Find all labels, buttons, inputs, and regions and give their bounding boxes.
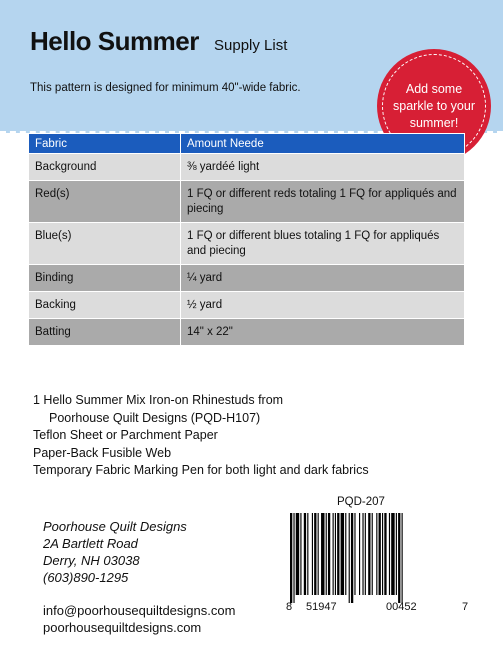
table-header-row [29,134,465,154]
supply-item: Paper-Back Fusible Web [33,445,172,460]
barcode-bar [335,513,336,595]
barcode-bar [293,513,294,603]
barcode-bar [354,513,355,595]
barcode-bar [391,513,394,595]
barcode-bar [359,513,360,595]
table-row [29,181,465,223]
fabric-cell: Red(s) [29,181,181,223]
badge-text: Add some sparkle to your summer! [393,81,475,130]
contact-info [43,602,235,636]
barcode-bar [382,513,383,595]
barcode-digit-right: 7 [462,601,469,613]
barcode-bar [304,513,306,595]
amount-cell: ⅜ yardéé light [181,154,465,181]
amount-cell: 14" x 22" [181,319,465,346]
company-street: 2A Bartlett Road [43,536,138,551]
barcode-bar [333,513,334,595]
barcode-digit-group-1: 51947 [306,601,337,613]
barcode-bar [318,513,319,595]
table-row [29,223,465,265]
product-code: PQD-207 [337,496,385,508]
company-city: Derry, NH 03038 [43,553,140,568]
column-header-amount: Amount Neede [181,134,465,154]
barcode-bar [379,513,381,595]
website-link[interactable]: poorhousequiltdesigns.com [43,620,202,635]
barcode-bar [296,513,299,595]
barcode-bar [290,513,292,603]
fabric-cell: Batting [29,319,181,346]
barcode-bar [384,513,386,595]
barcode-bar [389,513,390,595]
barcode-bar [368,513,370,595]
fabric-table [28,133,465,346]
barcode-bar [345,513,346,595]
barcode-bar [328,513,330,595]
page-title: Hello Summer [30,26,199,56]
amount-cell: 1 FQ or different reds totaling 1 FQ for appliqués and piecing [181,181,465,223]
barcode-bar [307,513,308,595]
company-address [43,518,187,586]
barcode-image [290,513,466,603]
barcode-bar [402,513,403,603]
table-row [29,319,465,346]
supply-item: 1 Hello Summer Mix Iron-on Rhinestuds from [33,393,284,407]
supply-item: Teflon Sheet or Parchment Paper [33,428,218,442]
page-subtitle: Supply List [214,37,288,54]
barcode-bar [312,513,313,595]
fabric-cell: Blue(s) [29,223,181,265]
amount-cell: ¼ yard [181,265,465,292]
fabric-cell: Backing [29,292,181,319]
barcode-bar [321,513,324,595]
barcode-bar [396,513,397,595]
table-row [29,265,465,292]
email-link[interactable]: info@poorhousequiltdesigns.com [43,603,236,618]
company-name: Poorhouse Quilt Designs [43,519,187,534]
barcode-bar [372,513,373,595]
barcode-bar [314,513,316,595]
barcode-bar [341,513,344,595]
column-header-fabric: Fabric [29,134,181,154]
barcode-bar [376,513,377,595]
barcode-bar [326,513,327,595]
barcode-bar [300,513,301,595]
fabric-cell: Background [29,154,181,181]
barcode-bar [365,513,366,595]
barcode-bar [351,513,353,603]
additional-supplies [33,392,369,480]
table-row [29,292,465,319]
barcode-digit-left: 8 [286,601,293,613]
barcode-bar [362,513,363,595]
barcode-bar [349,513,350,603]
barcode-bar [398,513,400,603]
intro-text: This pattern is designed for minimum 40"-wide fabric. [30,82,301,94]
barcode-bar [337,513,339,595]
company-phone: (603)890-1295 [43,570,129,585]
table-row [29,154,465,181]
amount-cell: ½ yard [181,292,465,319]
supply-item: Temporary Fabric Marking Pen for both light and dark fabrics [33,463,369,477]
barcode-digit-group-2: 00452 [386,601,417,613]
supply-item-continued: Poorhouse Quilt Designs (PQD-H107) [49,410,261,425]
amount-cell: 1 FQ or different blues totaling 1 FQ for appliqués and piecing [181,223,465,265]
fabric-cell: Binding [29,265,181,292]
